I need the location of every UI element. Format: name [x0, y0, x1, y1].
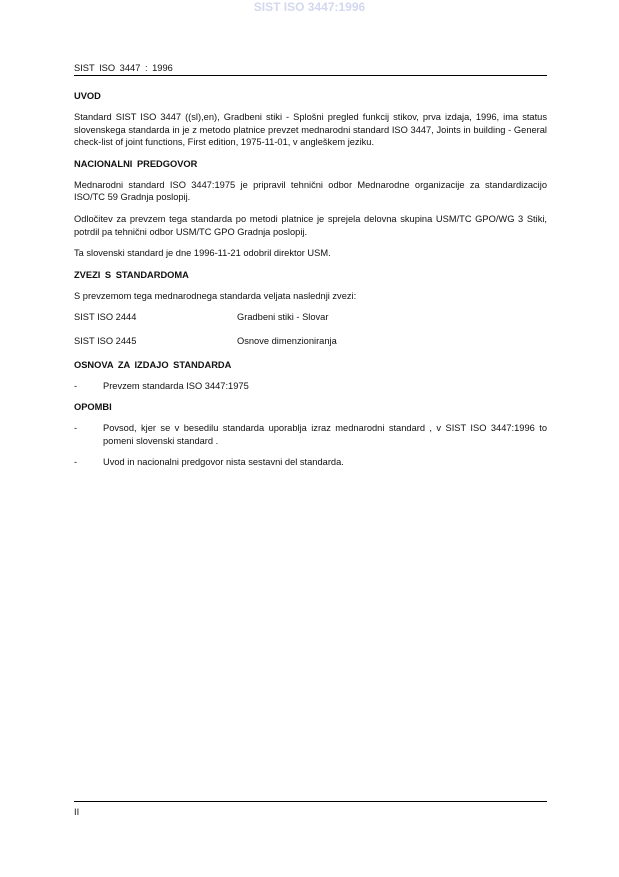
section-title-opombi: OPOMBI [74, 402, 112, 413]
section-nacionalni-predgovor [74, 158, 547, 260]
reference-code: SIST ISO 2444 [74, 312, 137, 323]
section-title-uvod: UVOD [74, 91, 101, 101]
page-number: II [74, 807, 80, 817]
document-body [74, 90, 547, 478]
predgovor-paragraph: Mednarodni standard ISO 3447:1975 je pripravil tehnični odbor Mednarodne organizacije za standardizacijo ISO/TC 59 Gradnja poslopij. [74, 179, 547, 203]
section-title-predgovor: NACIONALNI PREDGOVOR [74, 158, 198, 169]
reference-row [74, 311, 547, 324]
list-text: Uvod in nacionalni predgovor nista sestavni del standarda. [103, 457, 344, 468]
running-header: SIST ISO 3447 : 1996 [74, 63, 173, 73]
section-osnova [74, 359, 547, 393]
predgovor-paragraph: Ta slovenski standard je dne 1996-11-21 odobril direktor USM. [74, 248, 331, 259]
list-text: Prevzem standarda ISO 3447:1975 [103, 380, 249, 391]
header-rule [74, 75, 547, 76]
list-dash: - [74, 380, 78, 391]
section-opombi [74, 401, 547, 469]
list-dash: - [74, 457, 78, 468]
list-dash: - [74, 423, 78, 434]
reference-name: Gradbeni stiki - Slovar [237, 312, 329, 323]
footer-rule [74, 801, 547, 802]
reference-name: Osnove dimenzioniranja [237, 335, 337, 346]
list-item [74, 456, 547, 469]
list-text: Povsod, kjer se v besedilu standarda uporablja izraz mednarodni standard , v SIST ISO 3447:1996 to pomeni slovenski standard . [103, 423, 547, 446]
reference-code: SIST ISO 2445 [74, 335, 137, 346]
watermark: SIST ISO 3447:1996 [253, 0, 366, 14]
list-item [74, 422, 547, 447]
section-title-osnova: OSNOVA ZA IZDAJO STANDARDA [74, 359, 232, 370]
uvod-paragraph: Standard SIST ISO 3447 ((sl),en), Gradbeni stiki - Splošni pregled funkcij stikov, prva izdaja, 1996, ima status slovenskega standarda in je z metodo platnice prevzet mednarodni standard ISO 3447, Joints in building - General check-list of joint functions, First edition, 1975-11-01, v angleškem jeziku. [74, 112, 547, 148]
list-item [74, 380, 547, 393]
reference-row [74, 335, 547, 348]
section-uvod [74, 90, 547, 149]
section-title-zvezi: ZVEZI S STANDARDOMA [74, 269, 189, 280]
predgovor-paragraph: Odločitev za prevzem tega standarda po metodi platnice je sprejela delovna skupina USM/TC GPO/WG 3 Stiki, potrdil pa tehnični odbor USM/TC GPO Gradnja poslopij. [74, 213, 547, 237]
zvezi-intro: S prevzemom tega mednarodnega standarda veljata naslednji zvezi: [74, 290, 357, 301]
section-zvezi [74, 269, 547, 348]
